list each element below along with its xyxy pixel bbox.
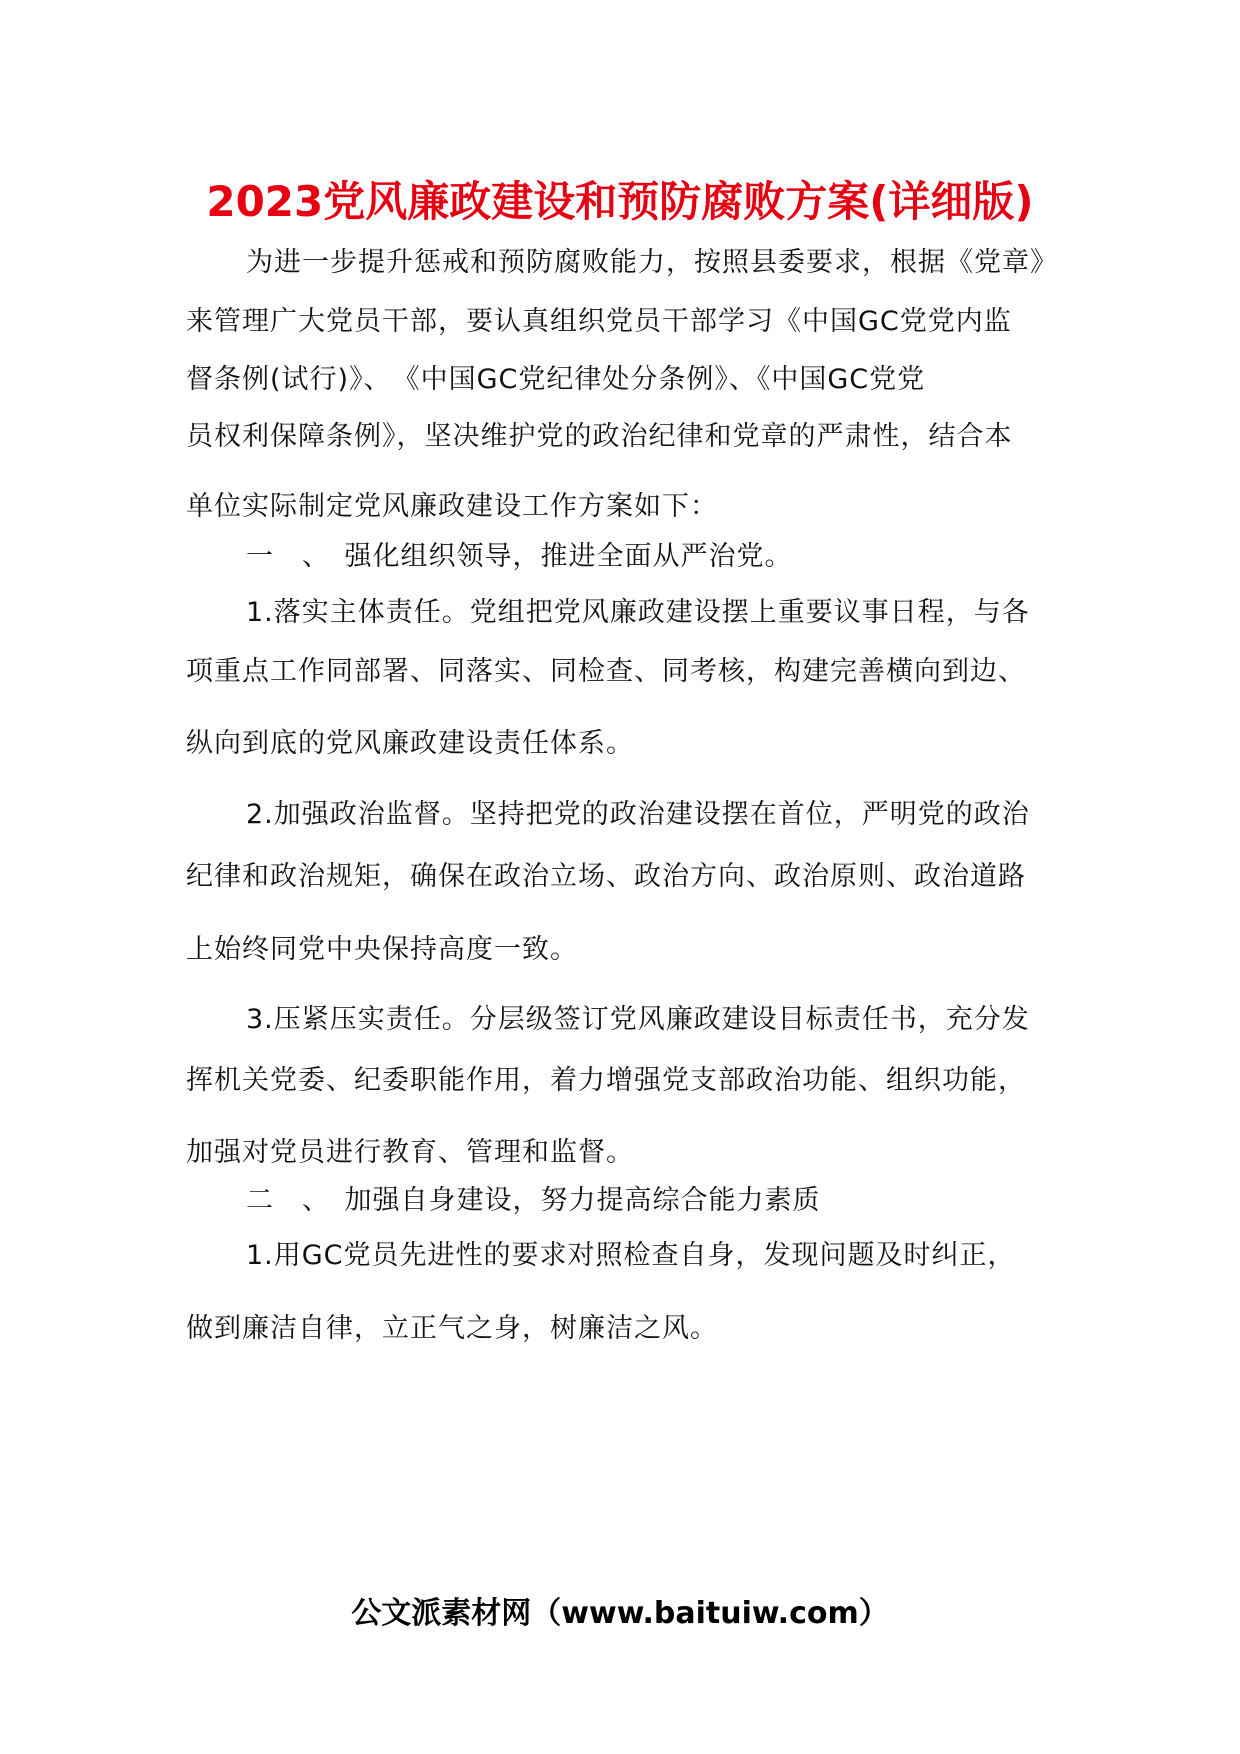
paragraph-line: 纪律和政治规矩，确保在政治立场、政治方向、政治原则、政治道路 [186,861,1026,892]
paragraph-line: 3.压紧压实责任。分层级签订党风廉政建设目标责任书，充分发 [246,1004,1030,1035]
paragraph-line: 纵向到底的党风廉政建设责任体系。 [186,728,634,759]
paragraph-line: 来管理广大党员干部，要认真组织党员干部学习《中国GC党党内监 [186,306,1012,337]
paragraph-line: 做到廉洁自律，立正气之身，树廉洁之风。 [186,1313,718,1344]
paragraph-line: 员权利保障条例》，坚决维护党的政治纪律和党章的严肃性，结合本 [186,421,1013,452]
paragraph-line: 督条例(试行)》、 《中国GC党纪律处分条例》、《中国GC党党 [186,364,926,395]
paragraph-line: 为进一步提升惩戒和预防腐败能力，按照县委要求，根据《党章》 [246,247,1058,278]
document-title: 2023党风廉政建设和预防腐败方案(详细版) [206,177,1034,226]
paragraph-line: 项重点工作同部署、同落实、同检查、同考核，构建完善横向到边、 [186,656,1026,687]
footer-watermark: 公文派素材网（www.baituiw.com） [351,1596,889,1631]
paragraph-line: 2.加强政治监督。坚持把党的政治建设摆在首位，严明党的政治 [246,799,1030,830]
paragraph-line: 1.落实主体责任。党组把党风廉政建设摆上重要议事日程，与各 [246,597,1030,628]
paragraph-line: 挥机关党委、纪委职能作用，着力增强党支部政治功能、组织功能， [186,1065,1026,1096]
paragraph-line: 加强对党员进行教育、管理和监督。 [186,1137,634,1168]
section-heading: 一 、 强化组织领导，推进全面从严治党。 [246,541,793,572]
paragraph-line: 单位实际制定党风廉政建设工作方案如下： [186,491,718,522]
paragraph-line: 上始终同党中央保持高度一致。 [186,934,578,965]
section-heading: 二 、 加强自身建设，努力提高综合能力素质 [246,1185,821,1216]
paragraph-line: 1.用GC党员先进性的要求对照检查自身，发现问题及时纠正， [246,1240,1016,1271]
